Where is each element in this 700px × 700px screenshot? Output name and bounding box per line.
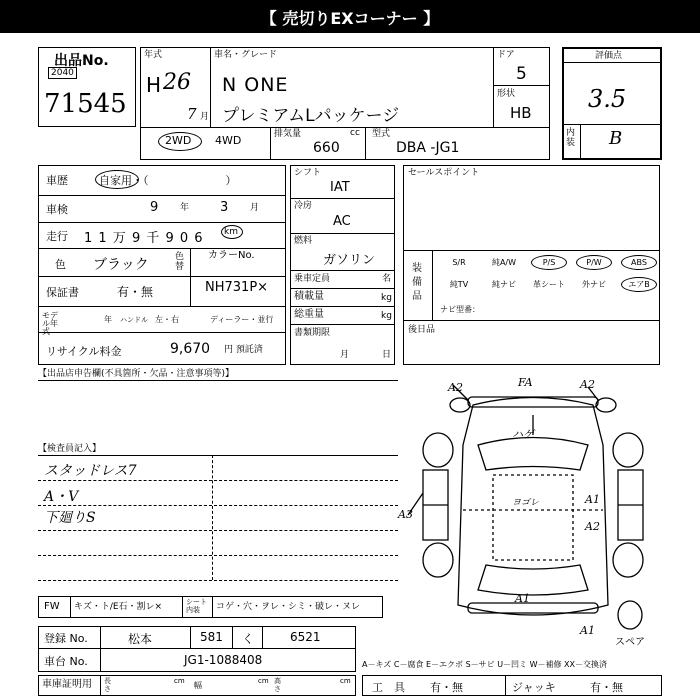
displacement-unit: cc bbox=[350, 128, 360, 138]
dealer-option: ディーラー・並行 bbox=[210, 315, 274, 324]
year-month: 7 bbox=[187, 105, 197, 123]
fw-scratch: キズ・ト/E石・割レ× bbox=[74, 602, 163, 612]
displacement-label: 排気量 bbox=[274, 129, 302, 139]
wheel-fr bbox=[613, 433, 643, 467]
cert-width: 幅 bbox=[194, 681, 202, 690]
equip-item: P/S bbox=[542, 258, 556, 267]
color-code-label: カラーNo. bbox=[208, 250, 255, 261]
year-label: 年式 bbox=[144, 50, 163, 60]
shift-value: IAT bbox=[330, 180, 350, 195]
mark-a2-r: A2 bbox=[585, 520, 600, 533]
chassis-label: 車台 No. bbox=[44, 655, 88, 668]
equip-item: S/R bbox=[452, 258, 466, 267]
jack-label: ジャッキ bbox=[512, 681, 556, 694]
mark-a1-b: A1 bbox=[515, 592, 530, 605]
registration-region: 松本 bbox=[128, 632, 153, 646]
equip-item: ABS bbox=[631, 258, 647, 267]
registration-class: 581 bbox=[200, 630, 223, 644]
inspector-note-3: 下廻りS bbox=[44, 510, 96, 526]
roof bbox=[493, 475, 573, 560]
nav-model: ナビ型番： bbox=[440, 305, 480, 314]
drive-2wd: 2WD bbox=[165, 134, 192, 147]
lot-sub-code: 2040 bbox=[48, 67, 77, 79]
mark-a3: A3 bbox=[398, 508, 413, 521]
cert-length-unit: cm bbox=[174, 677, 185, 685]
equip-item: 純TV bbox=[449, 280, 469, 289]
load-unit: kg bbox=[381, 293, 392, 303]
inspector-note-2: A・V bbox=[44, 489, 79, 505]
mark-hage: ハゲ bbox=[512, 428, 534, 441]
inspector-label: 【検査員記入】 bbox=[38, 444, 102, 454]
certificate-label: 車庫証明用 bbox=[42, 679, 92, 690]
color-label: 色 bbox=[55, 258, 66, 271]
history-label: 車歴 bbox=[46, 174, 68, 187]
sales-point-label: セールスポイント bbox=[408, 168, 480, 178]
cert-width-unit: cm bbox=[258, 677, 269, 685]
fw-seat-label: シート内装 bbox=[186, 598, 207, 614]
mark-a2-tr: A2 bbox=[580, 378, 595, 391]
mark-a2-tl: A2 bbox=[448, 381, 463, 394]
mirror-right bbox=[596, 398, 616, 412]
shape-value: HB bbox=[510, 104, 532, 122]
fuel-value: ガソリン bbox=[323, 253, 376, 268]
expiry-day-unit: 日 bbox=[382, 350, 392, 360]
shape-label: 形状 bbox=[497, 89, 516, 99]
weight-label: 総重量 bbox=[294, 309, 324, 320]
load-label: 積載量 bbox=[294, 291, 324, 302]
mileage-label: 走行 bbox=[46, 230, 68, 243]
history-value: 自家用・（ ） bbox=[99, 174, 237, 187]
inspection-month: 3 bbox=[220, 200, 229, 215]
rear-window bbox=[478, 565, 588, 595]
capacity-unit: 名 bbox=[382, 274, 392, 284]
ac-label: 冷房 bbox=[294, 201, 313, 211]
recycle-unit: 円 預託済 bbox=[224, 345, 263, 355]
fw-seat: コゲ・穴・ヲレ・シミ・破レ・ヌレ bbox=[216, 602, 361, 612]
model-value: DBA ‑JG1 bbox=[396, 140, 460, 156]
registration-kana: く bbox=[242, 632, 255, 646]
drive-4wd: 4WD bbox=[215, 134, 242, 147]
banner-title: 【 売切りEXコーナー 】 bbox=[260, 9, 440, 28]
mark-yoge: ヨゴレ bbox=[512, 498, 540, 508]
inspection-year: 9 bbox=[150, 200, 159, 215]
mirror-left bbox=[450, 398, 470, 412]
tools-label: 工 具 bbox=[372, 681, 405, 694]
score-value: 3.5 bbox=[588, 85, 627, 113]
inspector-note-1: スタッドレス7 bbox=[44, 463, 137, 479]
cert-height: 高さ bbox=[274, 677, 281, 693]
year-era: H bbox=[146, 73, 162, 97]
later-label: 後日品 bbox=[408, 325, 436, 335]
model-year-unit: 年 bbox=[104, 315, 112, 324]
equip-item: 純ナビ bbox=[492, 280, 516, 289]
damage-legend: A－キズ C－腐食 E－エクボ S－サビ U－凹ミ W－補修 XX－交換済 bbox=[362, 660, 608, 669]
recycle-value: 9,670 bbox=[170, 341, 211, 357]
shift-label: シフト bbox=[294, 168, 322, 178]
windshield bbox=[478, 438, 588, 471]
inspection-label: 車検 bbox=[46, 203, 68, 216]
expiry-label: 書類期限 bbox=[294, 328, 331, 338]
chassis-value: JG1-1088408 bbox=[184, 653, 263, 667]
interior-value: B bbox=[609, 128, 623, 149]
warranty-label: 保証書 bbox=[46, 286, 79, 299]
ac-value: AC bbox=[333, 214, 351, 229]
handle-value: 左・右 bbox=[155, 315, 179, 324]
wheel-rl bbox=[423, 543, 453, 577]
wheel-rr bbox=[613, 543, 643, 577]
equip-item: 革シート bbox=[533, 280, 565, 289]
doors-value: 5 bbox=[516, 64, 527, 84]
registration-number: 6521 bbox=[290, 630, 321, 644]
mark-a1-r: A1 bbox=[585, 493, 600, 506]
interior-label: 内装 bbox=[566, 128, 576, 148]
registration-label: 登録 No. bbox=[44, 632, 88, 645]
mileage-unit: km bbox=[224, 227, 238, 237]
doors-label: ドア bbox=[497, 50, 515, 60]
weight-unit: kg bbox=[381, 311, 392, 321]
displacement-value: 660 bbox=[313, 140, 340, 156]
model-label: 型式 bbox=[372, 129, 391, 139]
fw-label: FW bbox=[44, 601, 60, 612]
car-label: 車名・グレード bbox=[214, 50, 278, 60]
equip-item: 外ナビ bbox=[582, 280, 606, 289]
cert-length: 長さ bbox=[104, 677, 111, 693]
equip-item: エアB bbox=[628, 280, 650, 289]
color-change-label: 色替 bbox=[175, 252, 185, 272]
jack-value: 有・無 bbox=[590, 681, 623, 694]
wheel-fl bbox=[423, 433, 453, 467]
mileage-digits: 1 1 万 9 千 9 0 6 bbox=[84, 231, 204, 246]
tools-value: 有・無 bbox=[430, 681, 463, 694]
equip-item: P/W bbox=[586, 258, 602, 267]
lot-label: 出品No. bbox=[54, 53, 109, 69]
color-code: NH731P× bbox=[205, 280, 269, 295]
year-value: 26 bbox=[163, 70, 191, 95]
car-grade: プレミアムLパッケージ bbox=[222, 106, 400, 126]
inspection-month-unit: 月 bbox=[250, 203, 260, 213]
color-value: ブラック bbox=[93, 257, 149, 273]
declaration-label: 【出品店申告欄(不具箇所・欠品・注意事項等)】 bbox=[38, 369, 235, 379]
expiry-month-unit: 月 bbox=[340, 350, 350, 360]
score-label: 評価点 bbox=[595, 51, 623, 61]
warranty-value: 有・無 bbox=[117, 285, 154, 299]
model-year-label: モデル年式 bbox=[42, 311, 58, 336]
cert-height-unit: cm bbox=[340, 677, 351, 685]
mark-fa: FA bbox=[518, 376, 533, 389]
car-damage-diagram bbox=[398, 375, 668, 650]
equip-item: 純A/W bbox=[491, 258, 517, 267]
capacity-label: 乗車定員 bbox=[294, 274, 331, 284]
equipment-label: 装備品 bbox=[412, 263, 422, 302]
car-name: N ONE bbox=[222, 74, 289, 96]
mark-a1-spare: A1 bbox=[580, 624, 595, 637]
year-month-unit: 月 bbox=[200, 112, 210, 122]
spare-label: スペア bbox=[615, 637, 645, 648]
fuel-label: 燃料 bbox=[294, 236, 313, 246]
spare-tire bbox=[618, 601, 642, 629]
recycle-label: リサイクル料金 bbox=[46, 345, 122, 358]
inspection-year-unit: 年 bbox=[180, 203, 190, 213]
lot-number: 71545 bbox=[44, 89, 127, 119]
handle-label: ハンドル bbox=[120, 316, 148, 324]
